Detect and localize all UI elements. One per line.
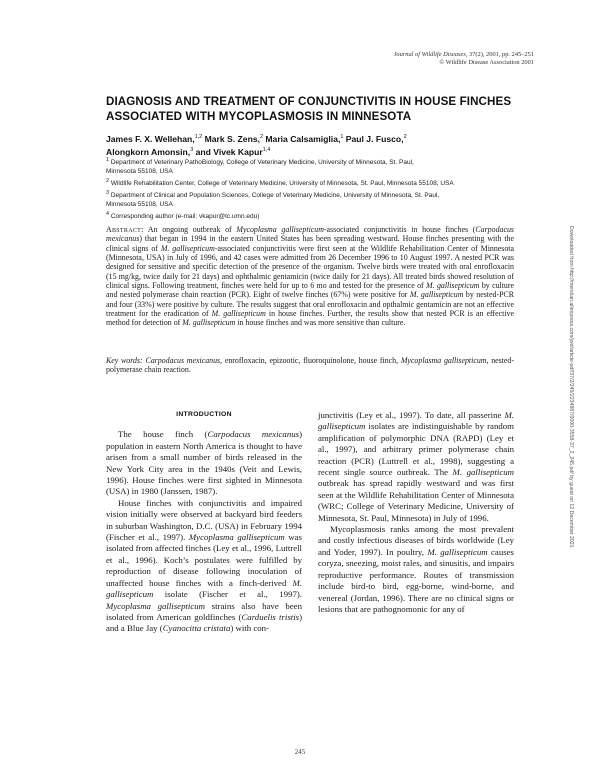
right-column [318, 410, 514, 615]
affiliation: $^2$ Wildlife Rehabilitation Center, College of Veterinary Medicine, University of Minnesota, St. Paul, Minnesota 55108, USA [106, 177, 454, 188]
page-number: 245 [294, 748, 306, 756]
journal-copyright: © Wildlife Disease Association 2001 [439, 59, 534, 66]
affiliation: $^3$ Department of Clinical and Population Sciences, College of Veterinary Medicine, University of Minnesota, St. Paul, Minnesota 55108, USA [106, 190, 440, 209]
paragraph: junctivitis (Ley et al., 1997). To date, all passerine M. gallisepticum isolates are indistinguishable by random amplification of polymorphic DNA (RAPD) (Ley et al., 1997), and arbitrary primer polymerase chain reaction (PCR) (Luttrell et al., 1998), suggesting a recent single source outbreak. The M. gallisepticum outbreak has spread rapidly westward and was first seen at the Wildlife Rehabilitation Center of Minnesota (WRC; College of Veterinary Medicine, University of Minnesota, St. Paul, Minnesota) in July of 1996. [318, 410, 514, 523]
corresponding-author: $^4$ Corresponding author (e-mail: vkapur@tc.umn.edu) [106, 211, 260, 221]
author: and Vivek Kapur [195, 147, 263, 158]
author-list: James F. X. Wellehan,$^{1,2}$ Mark S. Zens,$^2$ Maria Calsamiglia,$^1$ Paul J. Fusco,$^2$ Alongkorn Amonsin,$^3$ and Vivek Kapur$^{1,4}$ [106, 133, 407, 158]
affiliation: $^1$ Department of Veterinary PathoBiology, College of Veterinary Medicine, University of Minnesota, St. Paul, Minnesota 55108, USA [106, 157, 414, 176]
abstract-label: Abstract: [106, 225, 144, 234]
section-heading: INTRODUCTION [176, 411, 232, 418]
keywords-label: Key words: [106, 356, 143, 365]
download-watermark: Downloaded from http://meridian.allenpress.com/jwd/article-pdf/37/2/245/2234987/0090-3558-37_2_245.pdf by guest on 12 December 2021 [568, 226, 574, 548]
paragraph: The house finch (Carpodacus mexicanus) population in eastern North America is thought to have arisen from a small number of birds released in the New York City area in the 1940s (Veit and Lewis, 1996). House finches were first sighted in Minnesota (USA) in 1980 (Janssen, 1987). [106, 429, 302, 497]
left-column [106, 409, 302, 635]
author: Mark S. Zens, [204, 133, 260, 144]
journal-header [394, 51, 534, 67]
paragraph: House finches with conjunctivitis and impaired vision initially were observed at backyard bird feeders in suburban Washington, D.C. (USA) in February 1994 (Fischer et al., 1997). Mycoplasma gallisepticum was isolated from affected finches (Ley et al., 1996, Luttrell et al., 1996). Koch’s postulates were fulfilled by reproduction of disease following inoculation of unaffected house finches with a finch-derived M. gallisepticum isolate (Fischer et al., 1997). Mycoplasma gallisepticum strains also have been isolated from American goldfinches (Carduelis tristis) and a Blue Jay (Cyanocitta cristata) with con- [106, 497, 302, 634]
author: Maria Calsamiglia, [265, 133, 341, 144]
affiliation-list [106, 156, 516, 222]
abstract: Abstract: An ongoing outbreak of Mycoplasma gallisepticum-associated conjunctivitis in house finches (Carpodacus mexicanus) that began in 1994 in the eastern United States has been spreading westward. House finches presenting with the clinical signs of M. gallisepticum-associated conjunctivitis were first seen at the Wildlife Rehabilitation Center of Minnesota (Minnesota, USA) in July of 1996, and 42 cases were admitted from 26 December 1996 to 10 August 1997. A nested PCR was designed for sensitive and specific detection of the presence of the organism. Twelve birds were treated with oral enrofloxacin (15 mg/kg, twice daily for 21 days) and ophthalmic gentamicin (twice daily for 21 days). All treated birds showed resolution of clinical signs. Following treatment, finches were held for up to 6 mo and tested for the presence of M. gallisepticum by culture and nested polymerase chain reaction (PCR). Eight of twelve finches (67%) were positive for M. gallisepticum by nested-PCR and four (33%) were positive by culture. The results suggest that oral enrofloxacin and opthalmic gentamicin are not an effective treatment for the eradication of M. gallisepticum in house finches. Further, the results show that nested PCR is an effective method for detection of M. gallisepticum in house finches and was more sensitive than culture. [106, 225, 515, 328]
author: Alongkorn Amonsin, [106, 147, 191, 158]
author: Paul J. Fusco, [345, 133, 404, 144]
paragraph: Mycoplasmosis ranks among the most prevalent and costly infectious diseases of birds worldwide (Ley and Yoder, 1997). In poultry, M. gallisepticum causes coryza, sneezing, moist rales, and sinusitis, and impairs reproductive performance. Routes of transmission include bird-to bird, egg-borne, wind-borne, and venereal (Jordan, 1996). There are no clinical signs or lesions that are pathognomonic for any of [318, 524, 514, 614]
journal-citation: Journal of Wildlife Diseases, 37(2), 2001, pp. 245–251 [393, 51, 534, 58]
author: James F. X. Wellehan, [106, 133, 195, 144]
article-title: DIAGNOSIS AND TREATMENT OF CONJUNCTIVITIS IN HOUSE FINCHES ASSOCIATED WITH MYCOPLASMOSIS IN MINNESOTA [106, 95, 512, 123]
keywords: Key words: Carpodacus mexicanus, enrofloxacin, epizootic, fluoroquinolone, house finch, Mycoplasma gallisepticum, nested-polymerase chain reaction. [106, 356, 514, 375]
